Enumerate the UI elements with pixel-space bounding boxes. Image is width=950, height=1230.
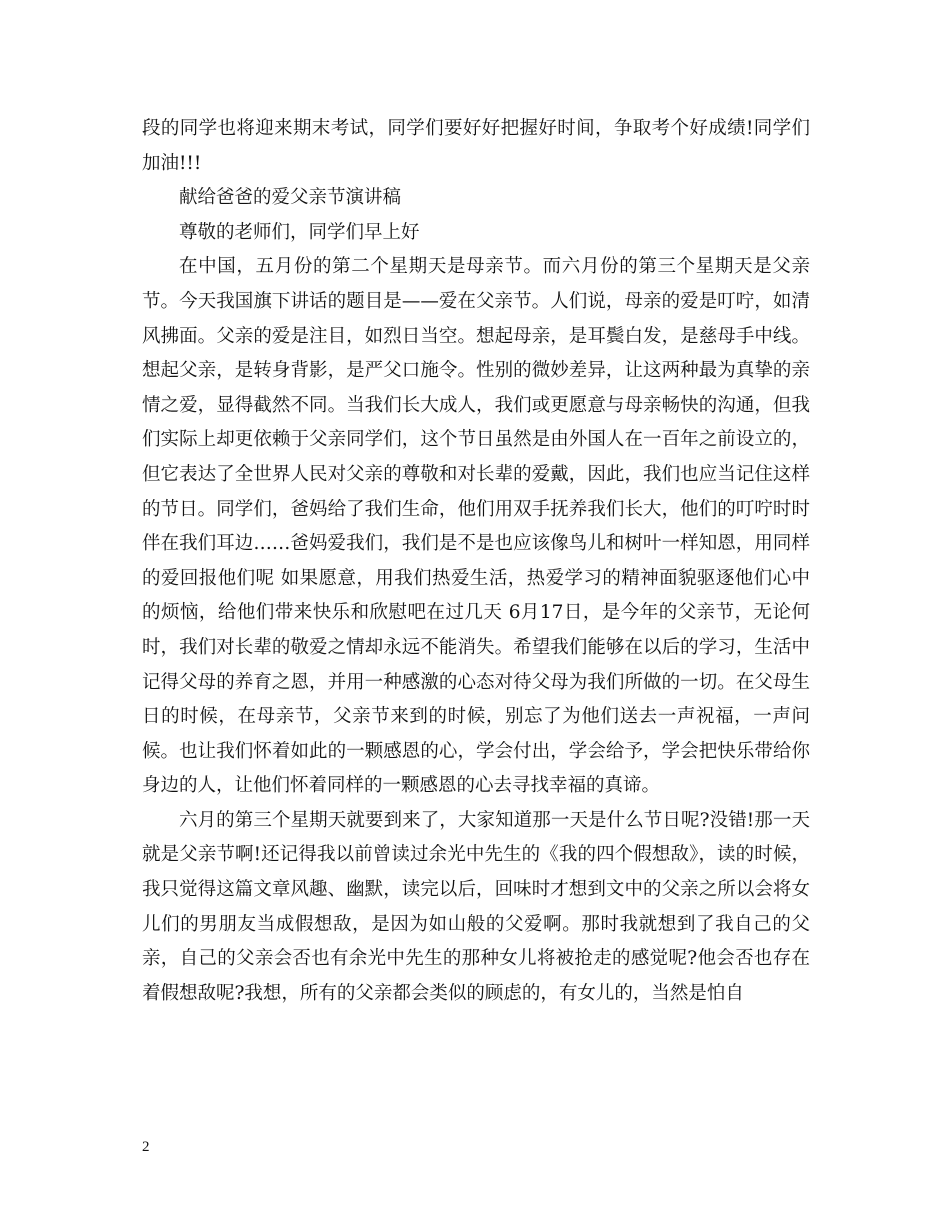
paragraph-body: 六月的第三个星期天就要到来了，大家知道那一天是什么节日呢?没错!那一天就是父亲节啊!还记得我以前曾读过余光中先生的《我的四个假想敌》，读的时候，我只觉得这篇文章风趣、幽默，读完以后，回味时才想到文中的父亲之所以会将女儿们的男朋友当成假想敌，是因为如山般的父爱啊。那时我就想到了我自己的父亲，自己的父亲会否也有余光中先生的那种女儿将被抢走的感觉呢?他会否也存在着假想敌呢?我想，所有的父亲都会类似的顾虑的，有女儿的，当然是怕自 bbox=[142, 809, 810, 1004]
greeting: 尊敬的老师们，同学们早上好 bbox=[179, 221, 420, 243]
page-number: 2 bbox=[142, 1139, 150, 1155]
paragraph-body: 在中国，五月份的第二个星期天是母亲节。而六月份的第三个星期天是父亲节。今天我国旗下讲话的题目是——爱在父亲节。人们说，母亲的爱是叮咛，如清风拂面。父亲的爱是注目，如烈日当空。想起母亲，是耳鬓白发，是慈母手中线。想起父亲，是转身背影，是严父口施令。性别的微妙差异，让这两种最为真挚的亲情之爱，显得截然不同。当我们长大成人，我们或更愿意与母亲畅快的沟通，但我们实际上却更依赖于父亲同学们，这个节日虽然是由外国人在一百年之前设立的，但它表达了全世界人民对父亲的尊敬和对长辈的爱戴，因此，我们也应当记住这样的节日。同学们，爸妈给了我们生命，他们用双手抚养我们长大，他们的叮咛时时伴在我们耳边……爸妈爱我们，我们是不是也应该像鸟儿和树叶一样知恩，用同样的爱回报他们呢 如果愿意，用我们热爱生活，热爱学习的精神面貌驱逐他们心中的烦恼，给他们带来快乐和欣慰吧在过几天 6月17日，是今年的父亲节，无论何时，我们对长辈的敬爱之情却永远不能消失。希望我们能够在以后的学习，生活中记得父母的养育之恩，并用一种感激的心态对待父母为我们所做的一切。在父母生日的时候，在母亲节，父亲节来到的时候，别忘了为他们送去一声祝福，一声问候。也让我们怀着如此的一颗感恩的心，学会付出，学会给予，学会把快乐带给你身边的人，让他们怀着同样的一颗感恩的心去寻找幸福的真谛。 bbox=[142, 256, 810, 797]
speech-title: 献给爸爸的爱父亲节演讲稿 bbox=[179, 187, 402, 209]
document-body bbox=[142, 112, 810, 1011]
paragraph-continuation: 段的同学也将迎来期末考试，同学们要好好把握好时间，争取考个好成绩!同学们加油!!! bbox=[142, 118, 810, 174]
